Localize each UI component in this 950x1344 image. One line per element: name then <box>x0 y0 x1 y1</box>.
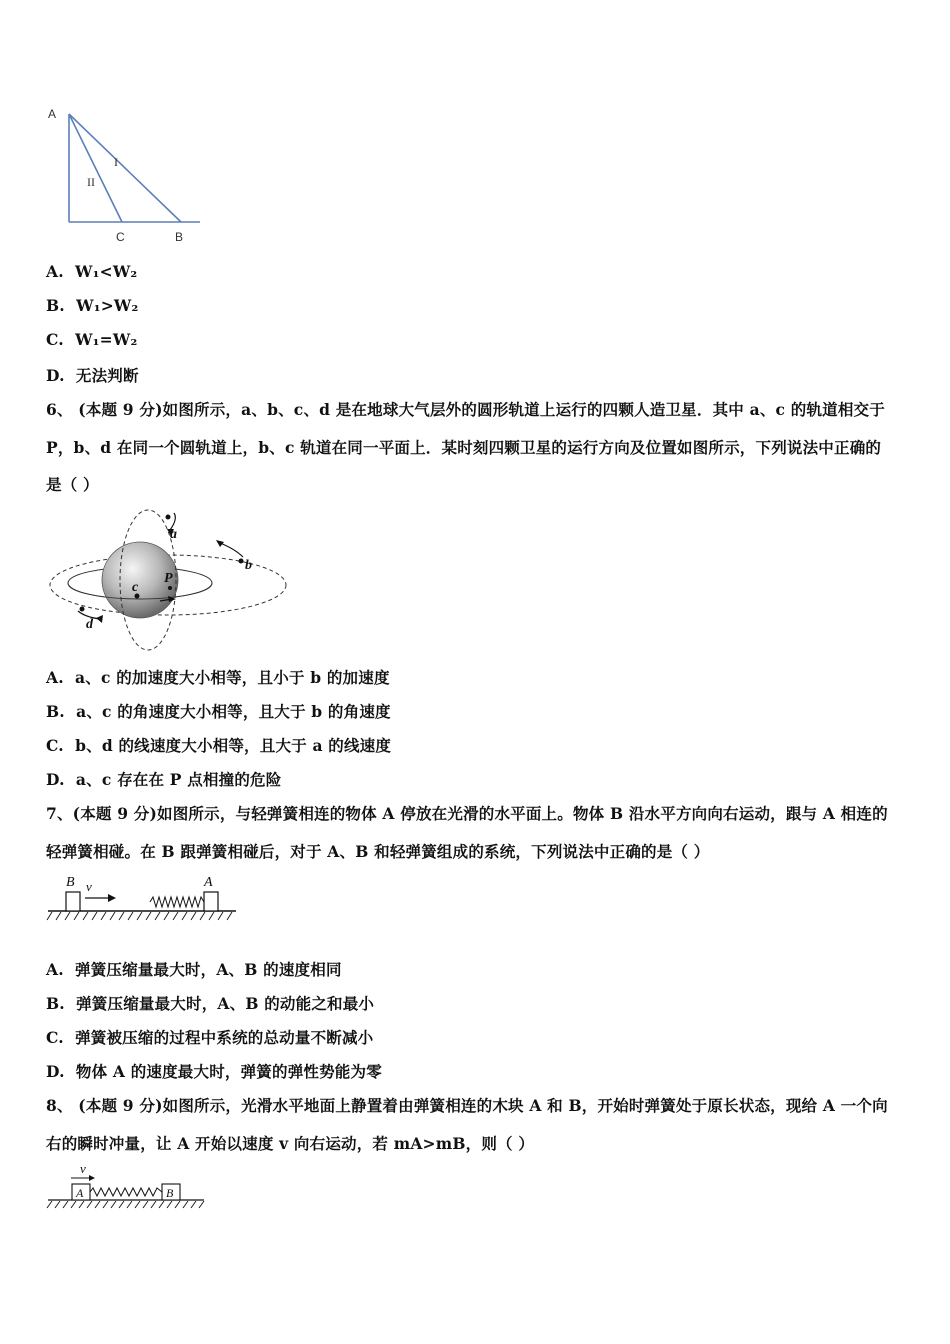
option-letter: C. <box>46 736 64 755</box>
q6-option-c[interactable] <box>46 734 391 756</box>
label-c: c <box>132 580 139 595</box>
q7-stem-line-2: 轻弹簧相碰。在 B 跟弹簧相碰后，对于 A、B 和轻弹簧组成的系统，下列说法中正确的是（ ） <box>46 842 710 861</box>
option-letter: A. <box>46 668 64 687</box>
option-text: 弹簧压缩量最大时，A、B 的动能之和最小 <box>76 994 375 1013</box>
q7-option-c[interactable] <box>46 1026 373 1048</box>
satellite-orbit-figure <box>40 505 270 655</box>
option-text: W₁>W₂ <box>76 296 139 315</box>
spring-blocks-figure <box>44 1160 214 1215</box>
option-letter: D. <box>46 366 65 385</box>
label-A: A <box>76 1186 84 1200</box>
label-I: I <box>114 155 118 169</box>
q8-stem-line-1: 8、 (本题 9 分)如图所示，光滑水平地面上静置着由弹簧相连的木块 A 和 B，开始时弹簧处于原长状态，现给 A 一个向 <box>46 1096 888 1115</box>
option-letter: A. <box>46 960 64 979</box>
q7-option-b[interactable] <box>46 992 374 1014</box>
option-text: 弹簧被压缩的过程中系统的总动量不断减小 <box>75 1028 374 1047</box>
option-letter: A. <box>46 262 64 281</box>
q6-option-b[interactable] <box>46 700 391 722</box>
option-letter: B. <box>46 296 65 315</box>
option-letter: C. <box>46 1028 64 1047</box>
option-text: a、c 存在在 P 点相撞的危险 <box>75 770 282 789</box>
option-letter: D. <box>46 770 65 789</box>
label-II: II <box>87 175 95 189</box>
label-B: B <box>66 875 75 890</box>
triangle-figure <box>40 100 210 250</box>
q6-option-d[interactable] <box>46 768 281 790</box>
q7-stem-line-1: 7、(本题 9 分)如图所示，与轻弹簧相连的物体 A 停放在光滑的水平面上。物体 B 沿水平方向向右运动，跟与 A 相连的 <box>46 804 888 823</box>
label-B: B <box>166 1186 174 1200</box>
label-b: b <box>245 558 252 573</box>
q5-option-a[interactable] <box>46 262 137 281</box>
label-A: A <box>204 875 213 890</box>
option-letter: B. <box>46 702 65 721</box>
label-C: C <box>116 230 125 244</box>
option-text: a、c 的角速度大小相等，且大于 b 的角速度 <box>76 702 391 721</box>
label-A: A <box>48 107 57 121</box>
q6-stem-line-3: 是（ ） <box>46 475 99 494</box>
q5-option-d[interactable] <box>46 364 139 386</box>
q8-stem-line-2: 右的瞬时冲量，让 A 开始以速度 v 向右运动，若 mA>mB，则（ ） <box>46 1134 535 1153</box>
q7-option-d[interactable] <box>46 1060 382 1082</box>
q6-stem-line-1: 6、 (本题 9 分)如图所示，a、b、c、d 是在地球大气层外的圆形轨道上运行的四颗人造卫星．其中 a、c 的轨道相交于 <box>46 400 885 419</box>
option-text: a、c 的加速度大小相等，且小于 b 的加速度 <box>75 668 390 687</box>
option-text: b、d 的线速度大小相等，且大于 a 的线速度 <box>75 736 392 755</box>
q6-stem-line-2: P，b、d 在同一个圆轨道上，b、c 轨道在同一平面上．某时刻四颗卫星的运行方向及位置如图所示，下列说法中正确的 <box>46 438 882 457</box>
option-text: W₁<W₂ <box>75 262 138 281</box>
option-text: 物体 A 的速度最大时，弹簧的弹性势能为零 <box>75 1062 382 1081</box>
option-letter: D. <box>46 1062 65 1081</box>
q6-option-a[interactable] <box>46 666 390 688</box>
q5-option-b[interactable] <box>46 296 139 315</box>
label-v: v <box>80 1161 86 1176</box>
label-a: a <box>170 527 177 542</box>
q5-option-c[interactable] <box>46 330 137 349</box>
option-letter: C. <box>46 330 64 349</box>
option-text: W₁=W₂ <box>75 330 138 349</box>
option-text: 弹簧压缩量最大时，A、B 的速度相同 <box>75 960 342 979</box>
q7-option-a[interactable] <box>46 958 342 980</box>
option-text: 无法判断 <box>75 366 139 385</box>
label-v: v <box>86 879 92 894</box>
label-P: P <box>164 571 173 586</box>
option-letter: B. <box>46 994 65 1013</box>
spring-collision-figure <box>44 868 244 928</box>
label-B: B <box>175 230 184 244</box>
label-d: d <box>86 617 93 632</box>
